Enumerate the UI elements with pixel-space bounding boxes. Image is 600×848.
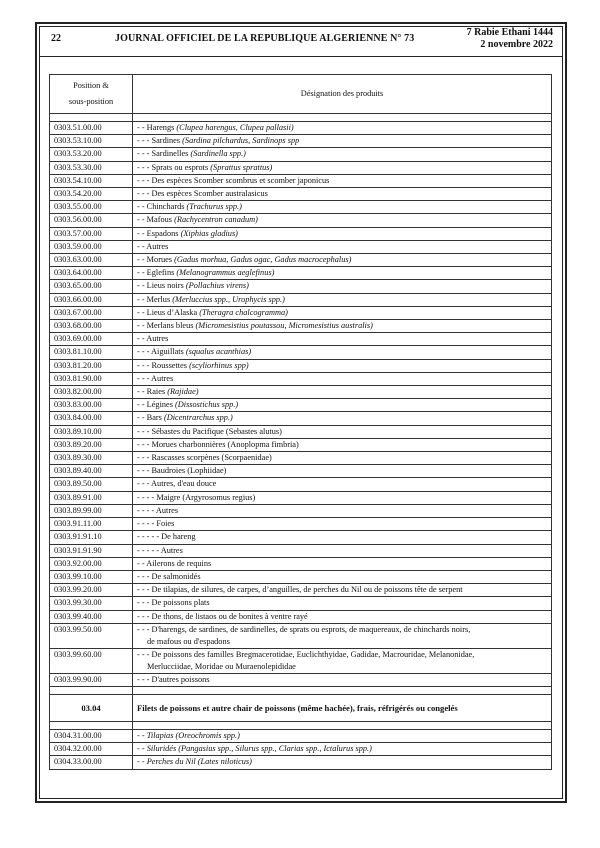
product-designation [133,399,552,412]
product-designation [133,174,552,187]
designation-text: - - Ailerons de requins [137,558,212,568]
designation-text: - - - - - De hareng [137,532,196,542]
position-code: 0303.69.00.00 [50,333,133,346]
product-designation [133,518,552,531]
table-row [50,673,552,686]
designation-text: - - - Baudroies (Lophiidae) [137,466,227,476]
designation-text: - - - D'autres poissons [137,674,210,684]
table-spacer [50,114,552,122]
table-row [50,372,552,385]
designation-text: - - - Autres [137,373,174,383]
designation-scientific-name: (Melanogrammus aeglefinus) [176,268,275,278]
product-designation [133,673,552,686]
product-designation [133,359,552,372]
product-designation [133,214,552,227]
designation-scientific-name: Siluridés (Pangasius spp., Silurus spp., Clarias spp., Ictalurus spp.) [146,744,372,754]
table-spacer [50,686,552,694]
designation-text: - - - Rascasses scorpènes (Scorpaenidae) [137,453,272,463]
table-row [50,478,552,491]
table-row [50,518,552,531]
table-row [50,504,552,517]
journal-title: JOURNAL OFFICIEL DE LA REPUBLIQUE ALGERIENNE N° 73 [115,33,415,44]
designation-scientific-name: (Sardina pilchardus, Sardinops spp [182,136,300,146]
product-designation [133,452,552,465]
position-code: 0303.89.30.00 [50,452,133,465]
product-designation [133,372,552,385]
product-designation [133,610,552,623]
table-row [50,544,552,557]
designation-text: - - - Sprats ou esprots [137,162,211,172]
column-header-designation: Désignation des produits [133,75,552,114]
table-row [50,399,552,412]
position-code: 0303.89.99.00 [50,504,133,517]
position-code: 0303.53.20.00 [50,148,133,161]
designation-scientific-name: (Theragra chalcogramma) [199,307,288,317]
designation-scientific-name: (Merluccius spp., Urophycis spp.) [172,294,285,304]
product-designation [133,386,552,399]
tariff-table [49,74,552,770]
table-row [50,610,552,623]
position-code: 0303.65.00.00 [50,280,133,293]
product-designation [133,148,552,161]
position-code: 0303.81.10.00 [50,346,133,359]
product-designation [133,201,552,214]
product-designation [133,254,552,267]
table-body-0304 [50,729,552,769]
table-row [50,148,552,161]
table-row [50,346,552,359]
table-row [50,359,552,372]
issue-date [467,27,553,51]
designation-text: - - - Sardinelles [137,149,191,159]
designation-scientific-name: (Rajidae) [167,387,199,397]
table-row [50,227,552,240]
product-designation [133,584,552,597]
product-designation [133,478,552,491]
position-code: 0303.53.30.00 [50,161,133,174]
table-row [50,201,552,214]
designation-text: - - Merlans bleus [137,321,196,331]
position-code: 0304.32.00.00 [50,743,133,756]
designation-text: - - Merlus [137,294,173,304]
designation-continuation: de mafous ou d'espadons [147,636,230,646]
product-designation [133,756,552,769]
product-designation [133,570,552,583]
table-row [50,135,552,148]
position-code: 0303.99.30.00 [50,597,133,610]
position-code: 0303.91.11.00 [50,518,133,531]
position-code: 0303.82.00.00 [50,386,133,399]
position-code: 0303.54.20.00 [50,188,133,201]
section-title: Filets de poissons et autre chair de poissons (même hachée), frais, réfrigérés ou congelés [133,694,552,721]
product-designation [133,293,552,306]
table-row [50,254,552,267]
designation-text: - - [137,730,147,740]
position-code: 0303.56.00.00 [50,214,133,227]
table-row [50,122,552,135]
product-designation [133,438,552,451]
product-designation [133,320,552,333]
designation-text: - - - - - Autres [137,545,183,555]
designation-scientific-name: Tilapias (Oreochromis spp.) [146,730,240,740]
product-designation [133,161,552,174]
designation-scientific-name: (scyliorhinus spp) [189,360,249,370]
designation-text: - - [137,757,147,767]
product-designation [133,491,552,504]
page-header [45,27,557,52]
product-designation [133,333,552,346]
product-designation [133,306,552,319]
table-row [50,188,552,201]
designation-text: - - Morues [137,255,175,265]
position-code: 0303.59.00.00 [50,240,133,253]
position-code: 0303.63.00.00 [50,254,133,267]
designation-text: - - Raies [137,387,168,397]
table-row [50,597,552,610]
designation-text: - - - De tilapias, de silures, de carpes, d’anguilles, de perches du Nil ou de poissons tête de serpent [137,585,463,595]
designation-text: - - Chinchards [137,202,187,212]
position-code: 0303.53.10.00 [50,135,133,148]
designation-text: - - [137,744,147,754]
table-row [50,452,552,465]
designation-text: - - Lieus noirs [137,281,186,291]
table-row [50,491,552,504]
position-code: 0303.64.00.00 [50,267,133,280]
product-designation [133,412,552,425]
table-row [50,648,552,673]
table-row [50,729,552,742]
table-row [50,306,552,319]
position-code: 0303.99.90.00 [50,673,133,686]
position-code: 0303.89.50.00 [50,478,133,491]
table-header-row [50,75,552,114]
designation-scientific-name: (Gadus morhua, Gadus ogac, Gadus macrocephalus) [174,255,352,265]
position-code: 0303.99.40.00 [50,610,133,623]
position-code: 0303.81.90.00 [50,372,133,385]
designation-text: - - - De salmonidés [137,571,201,581]
product-designation [133,743,552,756]
product-designation [133,280,552,293]
table-row [50,743,552,756]
product-designation [133,188,552,201]
section-0304 [50,686,552,729]
designation-scientific-name: (Trachurus spp.) [186,202,242,212]
table-row [50,756,552,769]
designation-text: - - - De thons, de listaos ou de bonites à ventre rayé [137,611,308,621]
date-hijri: 7 Rabie Ethani 1444 [466,27,553,38]
designation-text: - - - De poissons plats [137,598,210,608]
designation-text: - - Autres [137,241,169,251]
designation-text: - - - Sébastes du Pacifique (Sebastes alutus) [137,426,282,436]
designation-text: - - - - Maigre (Argyrosomus regius) [137,492,256,502]
product-designation [133,544,552,557]
position-code: 0303.89.91.00 [50,491,133,504]
table-row [50,280,552,293]
designation-text: - - - De poissons des familles Bregmacerotidae, Euclichthyidae, Gadidae, Macrouridae, Melanonidae, [137,649,475,659]
table-row [50,240,552,253]
designation-scientific-name: (Micromesistius poutassou, Micromesistius australis) [195,321,373,331]
position-code: 0303.68.00.00 [50,320,133,333]
position-code: 0303.67.00.00 [50,306,133,319]
designation-text: - - - - Foies [137,519,175,529]
designation-text: - - Mafous [137,215,175,225]
position-code: 0303.91.91.90 [50,544,133,557]
position-code: 0303.55.00.00 [50,201,133,214]
product-designation [133,122,552,135]
designation-text: - - - Des espèces Scomber scombrus et scomber japonicus [137,175,330,185]
product-designation [133,531,552,544]
table-row [50,584,552,597]
table-row [50,293,552,306]
product-designation [133,597,552,610]
position-code: 0303.92.00.00 [50,557,133,570]
product-designation [133,425,552,438]
designation-scientific-name: (Sardinella spp.) [190,149,246,159]
designation-text: - - Harengs [137,123,177,132]
position-code: 0303.89.10.00 [50,425,133,438]
product-designation [133,135,552,148]
table-row [50,386,552,399]
position-code: 0303.89.40.00 [50,465,133,478]
designation-text: - - - Des espèces Scomber australasicus [137,189,268,199]
date-gregorian: 2 novembre 2022 [480,39,553,50]
designation-scientific-name: (Pollachius virens) [185,281,249,291]
table-row [50,333,552,346]
product-designation [133,623,552,648]
position-code: 0303.83.00.00 [50,399,133,412]
table-row [50,267,552,280]
designation-scientific-name: (squalus acanthias) [185,347,252,357]
designation-scientific-name: (Dicentrarchus spp.) [163,413,233,423]
designation-text: - - Lieus d’Alaska [137,307,200,317]
product-designation [133,648,552,673]
position-code: 0303.81.20.00 [50,359,133,372]
page-number: 22 [51,33,61,44]
section-code: 03.04 [50,694,133,721]
position-code: 0304.31.00.00 [50,729,133,742]
designation-text: - - - Roussettes [137,360,190,370]
designation-text: - - Autres [137,334,169,344]
designation-continuation: Merlucciidae, Moridae ou Muraenolepididae [147,661,296,671]
product-designation [133,267,552,280]
designation-text: - - - Aiguillats [137,347,186,357]
table-row [50,174,552,187]
designation-scientific-name: (Rachycentron canadum) [174,215,258,225]
product-designation [133,557,552,570]
position-code: 0303.91.91.10 [50,531,133,544]
column-header-position: Position & sous-position [50,75,133,114]
position-code: 0303.99.10.00 [50,570,133,583]
designation-text: - - - Autres, d'eau douce [137,479,217,489]
table-row [50,623,552,648]
position-code: 0304.33.00.00 [50,756,133,769]
header-rule [39,56,563,57]
table-spacer [50,721,552,729]
designation-text: - - Bars [137,413,164,423]
product-designation [133,504,552,517]
table-row [50,570,552,583]
designation-text: - - - Morues charbonnières (Anoplopma fimbria) [137,439,299,449]
designation-scientific-name: (Xiphias gladius) [180,228,238,238]
table-row [50,465,552,478]
position-code: 0303.99.20.00 [50,584,133,597]
table-row [50,531,552,544]
product-designation [133,346,552,359]
table-row [50,557,552,570]
product-designation [133,465,552,478]
designation-scientific-name: (Sprattus sprattus) [210,162,273,172]
table-row [50,161,552,174]
table-row [50,214,552,227]
position-code: 0303.57.00.00 [50,227,133,240]
position-code: 0303.54.10.00 [50,174,133,187]
position-code: 0303.84.00.00 [50,412,133,425]
position-code: 0303.51.00.00 [50,122,133,135]
position-code: 0303.66.00.00 [50,293,133,306]
designation-text: - - Eglefins [137,268,177,278]
designation-text: - - Espadons [137,228,181,238]
table-row [50,425,552,438]
designation-scientific-name: Perches du Nil (Lates niloticus) [146,757,252,767]
designation-scientific-name: (Clupea harengus, Clupea pallasii) [176,123,294,132]
position-code: 0303.99.50.00 [50,623,133,648]
section-heading-row [50,694,552,721]
table-row [50,320,552,333]
product-designation [133,729,552,742]
table-body-0303 [50,122,552,687]
designation-scientific-name: (Dissostichus spp.) [175,400,239,410]
designation-text: - - - - Autres [137,505,179,515]
product-designation [133,240,552,253]
designation-text: - - - D'harengs, de sardines, de sardinelles, de sprats ou esprots, de maquereaux, de chinchards noirs, [137,624,471,634]
position-code: 0303.89.20.00 [50,438,133,451]
table-row [50,412,552,425]
position-code: 0303.99.60.00 [50,648,133,673]
product-designation [133,227,552,240]
designation-text: - - Légines [137,400,176,410]
table-row [50,438,552,451]
designation-text: - - - Sardines [137,136,183,146]
